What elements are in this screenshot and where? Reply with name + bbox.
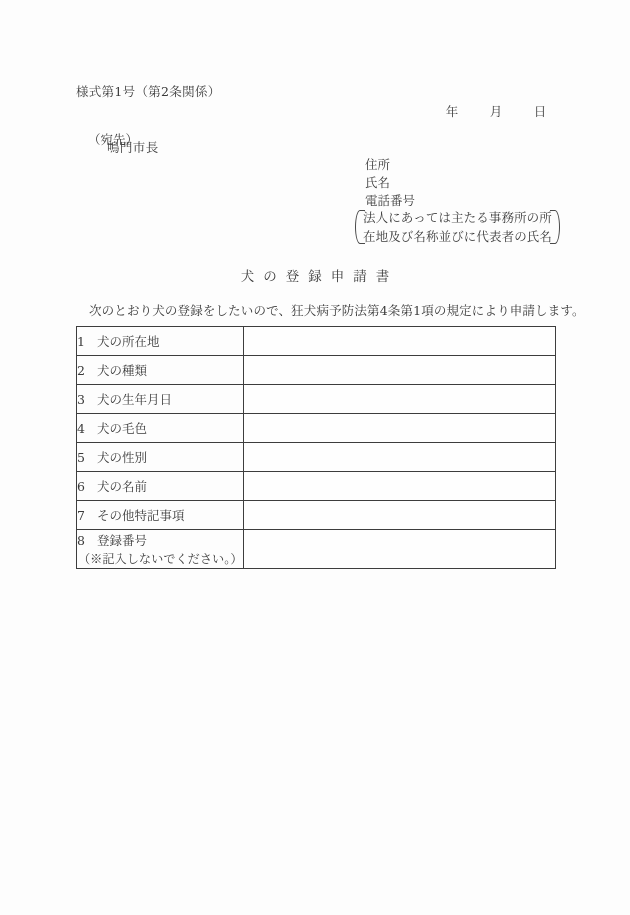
table-row: [77, 356, 556, 385]
row-4-label-inner: [77, 419, 243, 437]
form-number: 様式第1号（第2条関係）: [76, 84, 221, 99]
row-8-label-cell: [77, 530, 244, 569]
corporate-note-text: [361, 208, 554, 246]
applicant-name-row: [365, 174, 427, 192]
document-title-text: 犬の登録申請書: [240, 269, 399, 285]
row-1-label: 犬の所在地: [97, 334, 160, 349]
applicant-phone-label: 電話番号: [365, 193, 416, 208]
row-2-label-cell: [77, 356, 244, 385]
row-6-number: 6: [77, 478, 85, 494]
date-line: [430, 102, 562, 120]
row-6-label-inner: [77, 477, 243, 495]
table-row: [77, 443, 556, 472]
row-5-label-cell: [77, 443, 244, 472]
document-title: [0, 265, 630, 285]
row-4-label: 犬の毛色: [97, 421, 148, 436]
row-1-value-cell[interactable]: [244, 327, 556, 356]
applicant-name-label: 氏名: [365, 175, 391, 190]
applicant-block: [365, 156, 427, 210]
date-month-label: 月: [489, 104, 503, 119]
row-5-number: 5: [77, 449, 85, 465]
row-2-number: 2: [77, 362, 85, 378]
row-3-label-inner: [77, 390, 243, 408]
row-8-number: 8: [77, 532, 85, 548]
row-2-label-inner: [77, 361, 243, 379]
table-row: [77, 414, 556, 443]
corporate-note-line-1: 法人にあっては主たる事務所の所: [363, 210, 552, 225]
row-6-label-cell: [77, 472, 244, 501]
row-3-label-cell: [77, 385, 244, 414]
row-7-label-inner: [77, 506, 243, 524]
row-6-value-cell[interactable]: [244, 472, 556, 501]
applicant-address-label: 住所: [365, 157, 391, 172]
corporate-note-line-2: 在地及び名称並びに代表者の氏名: [363, 229, 553, 244]
bracket-right-icon: [554, 208, 561, 246]
table-body: [77, 327, 556, 569]
row-8-label-inner: [77, 531, 243, 549]
intro-paragraph: 次のとおり犬の登録をしたいので、狂犬病予防法第4条第1項の規定により申請します。: [89, 303, 585, 318]
row-5-label-inner: [77, 448, 243, 466]
row-5-label: 犬の性別: [97, 450, 148, 465]
row-7-number: 7: [77, 507, 85, 523]
row-8-note: （※記入しないでください。）: [78, 552, 243, 566]
table-row: [77, 385, 556, 414]
row-1-label-inner: [77, 332, 243, 350]
corporate-note: [354, 208, 561, 246]
row-2-label: 犬の種類: [97, 363, 148, 378]
date-year-label: 年: [445, 104, 459, 119]
bracket-left-icon: [354, 208, 361, 246]
row-5-value-cell[interactable]: [244, 443, 556, 472]
row-3-value-cell[interactable]: [244, 385, 556, 414]
row-4-label-cell: [77, 414, 244, 443]
table-row: [77, 501, 556, 530]
date-day-label: 日: [533, 104, 547, 119]
row-8-value-cell[interactable]: [244, 530, 556, 569]
row-8-label: 登録番号: [97, 533, 148, 548]
table-row: [77, 327, 556, 356]
row-7-label-cell: [77, 501, 244, 530]
row-3-label: 犬の生年月日: [97, 392, 173, 407]
row-4-value-cell[interactable]: [244, 414, 556, 443]
row-1-label-cell: [77, 327, 244, 356]
registration-form-table: [76, 326, 556, 569]
addressee-label: （宛先）: [88, 132, 139, 147]
row-7-value-cell[interactable]: [244, 501, 556, 530]
addressee-name: 鳴門市長: [107, 140, 159, 155]
row-6-label: 犬の名前: [97, 479, 148, 494]
row-2-value-cell[interactable]: [244, 356, 556, 385]
applicant-address-row: [365, 156, 427, 174]
row-3-number: 3: [77, 391, 85, 407]
table-row: [77, 472, 556, 501]
row-7-label: その他特記事項: [97, 508, 185, 523]
table-row: [77, 530, 556, 569]
row-1-number: 1: [77, 333, 85, 349]
row-4-number: 4: [77, 420, 85, 436]
